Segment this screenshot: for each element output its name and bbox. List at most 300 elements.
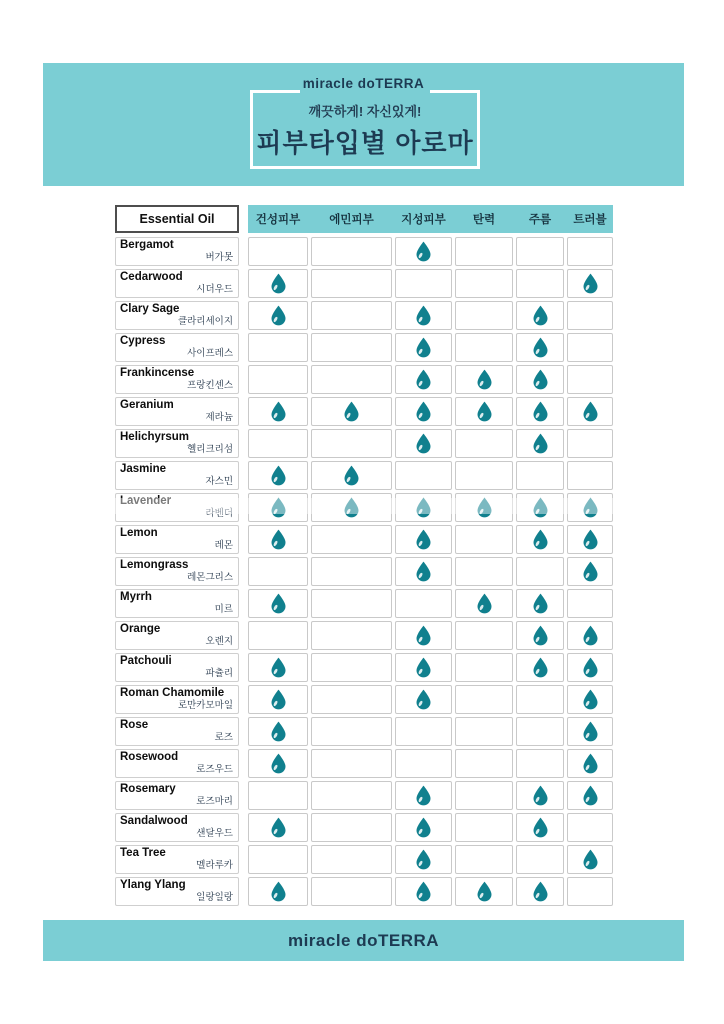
row-cells <box>248 717 613 746</box>
oil-name-en: Cypress <box>120 335 166 347</box>
drop-cell-empty <box>248 333 308 362</box>
column-header-6: 트러블 <box>573 214 607 226</box>
droplet-icon <box>415 401 432 422</box>
oil-name-en: Lemon <box>120 527 158 539</box>
drop-cell-filled <box>567 653 613 682</box>
oil-name-en: Helichyrsum <box>120 431 190 443</box>
table-row <box>115 589 613 618</box>
column-header-5: 주름 <box>528 214 552 226</box>
oil-label-cell <box>115 269 239 298</box>
header-banner <box>43 63 684 186</box>
drop-cell-empty <box>567 429 613 458</box>
oil-name-kr: 헬리크리섬 <box>187 444 233 455</box>
oil-label-cell <box>115 845 239 874</box>
droplet-icon <box>270 753 287 774</box>
table-row <box>115 557 613 586</box>
drop-cell-filled <box>567 525 613 554</box>
drop-cell-empty <box>455 749 513 778</box>
oil-name-kr: 오렌지 <box>205 636 233 647</box>
drop-cell-empty <box>248 845 308 874</box>
drop-cell-empty <box>395 749 452 778</box>
table-row <box>115 685 613 714</box>
oil-name-en: Frankincense <box>120 367 195 379</box>
drop-cell-filled <box>516 813 564 842</box>
banner-brand-text: miracle doTERRA <box>302 76 425 91</box>
title-frame <box>250 90 480 169</box>
oil-label-cell <box>115 461 239 490</box>
droplet-icon <box>270 305 287 326</box>
drop-cell-filled <box>516 429 564 458</box>
table-row <box>115 365 613 394</box>
oil-label-cell <box>115 301 239 330</box>
table-row <box>115 749 613 778</box>
drop-cell-filled <box>395 365 452 394</box>
drop-cell-empty <box>516 237 564 266</box>
droplet-icon <box>582 657 599 678</box>
footer-banner <box>43 920 684 961</box>
drop-cell-filled <box>248 493 308 522</box>
table-row <box>115 653 613 682</box>
droplet-icon <box>582 849 599 870</box>
drop-cell-empty <box>455 685 513 714</box>
drop-cell-filled <box>516 397 564 426</box>
table-row <box>115 269 613 298</box>
drop-cell-empty <box>516 845 564 874</box>
page-title: 피부타입별 아로마 <box>256 128 474 158</box>
oil-name-en: Geranium <box>120 399 174 411</box>
droplet-icon <box>476 369 493 390</box>
droplet-icon <box>582 625 599 646</box>
drop-cell-empty <box>311 269 392 298</box>
table-row <box>115 461 613 490</box>
droplet-icon <box>270 273 287 294</box>
oil-label-cell <box>115 813 239 842</box>
droplet-icon <box>415 657 432 678</box>
droplet-icon <box>532 881 549 902</box>
droplet-icon <box>270 497 287 518</box>
drop-cell-filled <box>248 301 308 330</box>
oil-name-kr: 시더우드 <box>196 284 233 295</box>
drop-cell-filled <box>516 621 564 650</box>
oil-label-cell <box>115 621 239 650</box>
table-row <box>115 429 613 458</box>
drop-cell-filled <box>567 717 613 746</box>
row-cells <box>248 237 613 266</box>
row-cells <box>248 333 613 362</box>
drop-cell-empty <box>455 429 513 458</box>
drop-cell-filled <box>567 493 613 522</box>
droplet-icon <box>415 433 432 454</box>
oil-name-kr: 파츌리 <box>205 668 233 679</box>
drop-cell-filled <box>455 493 513 522</box>
drop-cell-filled <box>395 557 452 586</box>
row-cells <box>248 877 613 906</box>
drop-cell-empty <box>455 621 513 650</box>
drop-cell-empty <box>455 237 513 266</box>
drop-cell-empty <box>248 621 308 650</box>
drop-cell-filled <box>395 653 452 682</box>
row-cells <box>248 365 613 394</box>
row-cells <box>248 653 613 682</box>
oil-name-kr: 제라늄 <box>205 412 233 423</box>
drop-cell-filled <box>395 397 452 426</box>
oil-label-cell <box>115 749 239 778</box>
row-cells <box>248 493 613 522</box>
row-cells <box>248 749 613 778</box>
drop-cell-filled <box>311 493 392 522</box>
oil-label-cell <box>115 557 239 586</box>
table-row <box>115 717 613 746</box>
table-row <box>115 493 613 522</box>
droplet-icon <box>415 817 432 838</box>
drop-cell-filled <box>455 365 513 394</box>
drop-cell-empty <box>567 589 613 618</box>
droplet-icon <box>476 593 493 614</box>
column-header-4: 탄력 <box>472 214 496 226</box>
drop-cell-filled <box>248 813 308 842</box>
droplet-icon <box>415 241 432 262</box>
row-cells <box>248 589 613 618</box>
droplet-icon <box>582 561 599 582</box>
oil-name-kr: 로만카모마일 <box>177 700 233 711</box>
oil-label-cell <box>115 237 239 266</box>
drop-cell-empty <box>516 461 564 490</box>
oil-label-cell <box>115 653 239 682</box>
drop-cell-filled <box>311 397 392 426</box>
row-cells <box>248 813 613 842</box>
row-cells <box>248 685 613 714</box>
drop-cell-filled <box>516 365 564 394</box>
drop-cell-filled <box>395 237 452 266</box>
droplet-icon <box>270 593 287 614</box>
drop-cell-empty <box>567 237 613 266</box>
oil-name-en: Sandalwood <box>120 815 188 827</box>
drop-cell-empty <box>311 749 392 778</box>
drop-cell-empty <box>248 237 308 266</box>
row-cells <box>248 557 613 586</box>
drop-cell-empty <box>311 781 392 810</box>
droplet-icon <box>532 369 549 390</box>
oil-name-en: Rosemary <box>120 783 176 795</box>
oil-name-en: Ylang Ylang <box>120 879 186 891</box>
oil-name-en: Cedarwood <box>120 271 183 283</box>
droplet-icon <box>532 817 549 838</box>
drop-cell-filled <box>516 781 564 810</box>
oil-name-kr: 로즈마리 <box>196 796 233 807</box>
drop-cell-empty <box>395 269 452 298</box>
oil-name-kr: 레몬 <box>214 540 233 551</box>
droplet-icon <box>415 689 432 710</box>
oil-name-en: Patchouli <box>120 655 172 667</box>
oil-name-en: Myrrh <box>120 591 152 603</box>
drop-cell-filled <box>248 589 308 618</box>
drop-cell-filled <box>567 397 613 426</box>
drop-cell-filled <box>455 877 513 906</box>
table-row <box>115 621 613 650</box>
drop-cell-filled <box>516 589 564 618</box>
table-row <box>115 301 613 330</box>
droplet-icon <box>415 497 432 518</box>
drop-cell-empty <box>395 589 452 618</box>
row-cells <box>248 621 613 650</box>
drop-cell-filled <box>248 461 308 490</box>
droplet-icon <box>476 497 493 518</box>
oil-name-kr: 레몬그리스 <box>187 572 233 583</box>
oil-name-kr: 버가못 <box>205 252 233 263</box>
column-headers <box>248 205 613 233</box>
oil-name-en: Tea Tree <box>120 847 166 859</box>
droplet-icon <box>582 721 599 742</box>
drop-cell-filled <box>248 685 308 714</box>
droplet-icon <box>532 497 549 518</box>
drop-cell-filled <box>248 717 308 746</box>
oil-name-kr: 라벤더 <box>205 508 233 519</box>
oil-name-kr: 미르 <box>214 604 233 615</box>
drop-cell-empty <box>567 333 613 362</box>
drop-cell-filled <box>516 493 564 522</box>
drop-cell-empty <box>455 461 513 490</box>
drop-cell-filled <box>516 653 564 682</box>
drop-cell-empty <box>311 845 392 874</box>
drop-cell-empty <box>248 429 308 458</box>
drop-cell-filled <box>395 493 452 522</box>
drop-cell-empty <box>455 717 513 746</box>
oil-name-en: Bergamot <box>120 239 174 251</box>
oil-name-en: Lemongrass <box>120 559 189 571</box>
oil-label-cell <box>115 333 239 362</box>
drop-cell-filled <box>395 685 452 714</box>
droplet-icon <box>532 337 549 358</box>
drop-cell-empty <box>516 717 564 746</box>
droplet-icon <box>270 529 287 550</box>
oil-table-body <box>115 237 613 906</box>
drop-cell-filled <box>395 301 452 330</box>
droplet-icon <box>532 657 549 678</box>
drop-cell-filled <box>248 525 308 554</box>
oil-name-kr: 일랑일랑 <box>196 892 233 903</box>
drop-cell-empty <box>311 589 392 618</box>
drop-cell-empty <box>248 781 308 810</box>
drop-cell-filled <box>567 557 613 586</box>
droplet-icon <box>270 465 287 486</box>
oil-name-kr: 프랑킨센스 <box>187 380 233 391</box>
oil-name-kr: 클라리세이지 <box>177 316 233 327</box>
drop-cell-filled <box>516 333 564 362</box>
drop-cell-empty <box>567 365 613 394</box>
droplet-icon <box>582 273 599 294</box>
drop-cell-filled <box>567 749 613 778</box>
drop-cell-empty <box>311 365 392 394</box>
oil-label-cell <box>115 781 239 810</box>
oil-name-kr: 샌달우드 <box>196 828 233 839</box>
droplet-icon <box>532 625 549 646</box>
banner-tagline: 깨끗하게! 자신있게! <box>308 104 422 119</box>
drop-cell-empty <box>455 301 513 330</box>
drop-cell-empty <box>311 653 392 682</box>
oil-label-cell <box>115 365 239 394</box>
drop-cell-filled <box>395 621 452 650</box>
table-row <box>115 525 613 554</box>
drop-cell-filled <box>248 397 308 426</box>
oil-label-cell <box>115 589 239 618</box>
droplet-icon <box>415 529 432 550</box>
droplet-icon <box>582 529 599 550</box>
drop-cell-empty <box>455 653 513 682</box>
droplet-icon <box>476 401 493 422</box>
drop-cell-filled <box>516 301 564 330</box>
drop-cell-filled <box>395 333 452 362</box>
drop-cell-empty <box>311 429 392 458</box>
oil-label-cell <box>115 429 239 458</box>
drop-cell-empty <box>248 557 308 586</box>
droplet-icon <box>532 433 549 454</box>
drop-cell-empty <box>567 813 613 842</box>
drop-cell-empty <box>455 781 513 810</box>
drop-cell-empty <box>311 685 392 714</box>
drop-cell-filled <box>567 845 613 874</box>
drop-cell-filled <box>567 621 613 650</box>
droplet-icon <box>343 465 360 486</box>
droplet-icon <box>532 785 549 806</box>
oil-name-kr: 로즈 <box>214 732 233 743</box>
oil-name-en: Orange <box>120 623 161 635</box>
essential-oil-header-cell: Essential Oil <box>115 205 239 233</box>
drop-cell-empty <box>311 813 392 842</box>
droplet-icon <box>343 497 360 518</box>
drop-cell-filled <box>395 429 452 458</box>
drop-cell-empty <box>455 333 513 362</box>
oil-label-cell <box>115 525 239 554</box>
oil-name-kr: 멜라루카 <box>196 860 233 871</box>
oil-name-kr: 자스민 <box>205 476 233 487</box>
footer-brand-text: miracle doTERRA <box>287 930 440 950</box>
oil-name-en: Lavender <box>120 495 172 507</box>
row-cells <box>248 781 613 810</box>
drop-cell-empty <box>248 365 308 394</box>
drop-cell-filled <box>455 589 513 618</box>
oil-name-en: Rosewood <box>120 751 179 763</box>
drop-cell-empty <box>455 845 513 874</box>
droplet-icon <box>415 849 432 870</box>
table-row <box>115 845 613 874</box>
drop-cell-filled <box>311 461 392 490</box>
row-cells <box>248 397 613 426</box>
drop-cell-empty <box>311 333 392 362</box>
droplet-icon <box>532 529 549 550</box>
row-cells <box>248 845 613 874</box>
droplet-icon <box>415 881 432 902</box>
droplet-icon <box>582 785 599 806</box>
droplet-icon <box>582 401 599 422</box>
oil-name-en: Roman Chamomile <box>120 687 225 699</box>
table-row <box>115 333 613 362</box>
row-cells <box>248 269 613 298</box>
drop-cell-empty <box>311 557 392 586</box>
drop-cell-filled <box>248 749 308 778</box>
drop-cell-filled <box>248 877 308 906</box>
droplet-icon <box>476 881 493 902</box>
droplet-icon <box>270 881 287 902</box>
drop-cell-empty <box>516 749 564 778</box>
drop-cell-filled <box>248 269 308 298</box>
drop-cell-empty <box>311 621 392 650</box>
droplet-icon <box>270 401 287 422</box>
drop-cell-filled <box>516 525 564 554</box>
oil-label-cell <box>115 877 239 906</box>
column-header-3: 지성피부 <box>401 214 446 226</box>
drop-cell-filled <box>395 781 452 810</box>
drop-cell-empty <box>311 237 392 266</box>
droplet-icon <box>582 689 599 710</box>
row-cells <box>248 429 613 458</box>
column-header-2: 에민피부 <box>329 214 374 226</box>
drop-cell-filled <box>567 685 613 714</box>
droplet-icon <box>270 817 287 838</box>
droplet-icon <box>415 369 432 390</box>
droplet-icon <box>270 657 287 678</box>
drop-cell-empty <box>516 685 564 714</box>
drop-cell-empty <box>311 877 392 906</box>
oil-name-kr: 사이프레스 <box>187 348 233 359</box>
drop-cell-empty <box>567 877 613 906</box>
oil-label-cell <box>115 717 239 746</box>
droplet-icon <box>415 337 432 358</box>
drop-cell-filled <box>395 813 452 842</box>
oil-name-en: Rose <box>120 719 149 731</box>
oil-label-cell <box>115 685 239 714</box>
droplet-icon <box>415 561 432 582</box>
droplet-icon <box>415 305 432 326</box>
drop-cell-empty <box>567 461 613 490</box>
drop-cell-filled <box>248 653 308 682</box>
droplet-icon <box>532 305 549 326</box>
row-cells <box>248 461 613 490</box>
drop-cell-filled <box>567 269 613 298</box>
drop-cell-filled <box>516 877 564 906</box>
oil-label-cell <box>115 493 239 522</box>
oil-table <box>115 205 613 909</box>
drop-cell-filled <box>567 781 613 810</box>
drop-cell-empty <box>395 461 452 490</box>
droplet-icon <box>582 753 599 774</box>
table-row <box>115 877 613 906</box>
drop-cell-filled <box>395 525 452 554</box>
oil-name-en: Jasmine <box>120 463 167 475</box>
table-row <box>115 813 613 842</box>
drop-cell-empty <box>455 813 513 842</box>
column-header-1: 건성피부 <box>255 214 301 226</box>
drop-cell-empty <box>311 525 392 554</box>
table-row <box>115 397 613 426</box>
droplet-icon <box>270 689 287 710</box>
drop-cell-empty <box>395 717 452 746</box>
drop-cell-empty <box>567 301 613 330</box>
drop-cell-empty <box>455 269 513 298</box>
row-cells <box>248 525 613 554</box>
droplet-icon <box>343 401 360 422</box>
table-row <box>115 781 613 810</box>
droplet-icon <box>532 401 549 422</box>
drop-cell-empty <box>516 269 564 298</box>
drop-cell-empty <box>311 717 392 746</box>
drop-cell-empty <box>455 557 513 586</box>
drop-cell-filled <box>455 397 513 426</box>
droplet-icon <box>532 593 549 614</box>
droplet-icon <box>270 721 287 742</box>
oil-name-kr: 로즈우드 <box>196 764 233 775</box>
row-cells <box>248 301 613 330</box>
drop-cell-filled <box>395 877 452 906</box>
